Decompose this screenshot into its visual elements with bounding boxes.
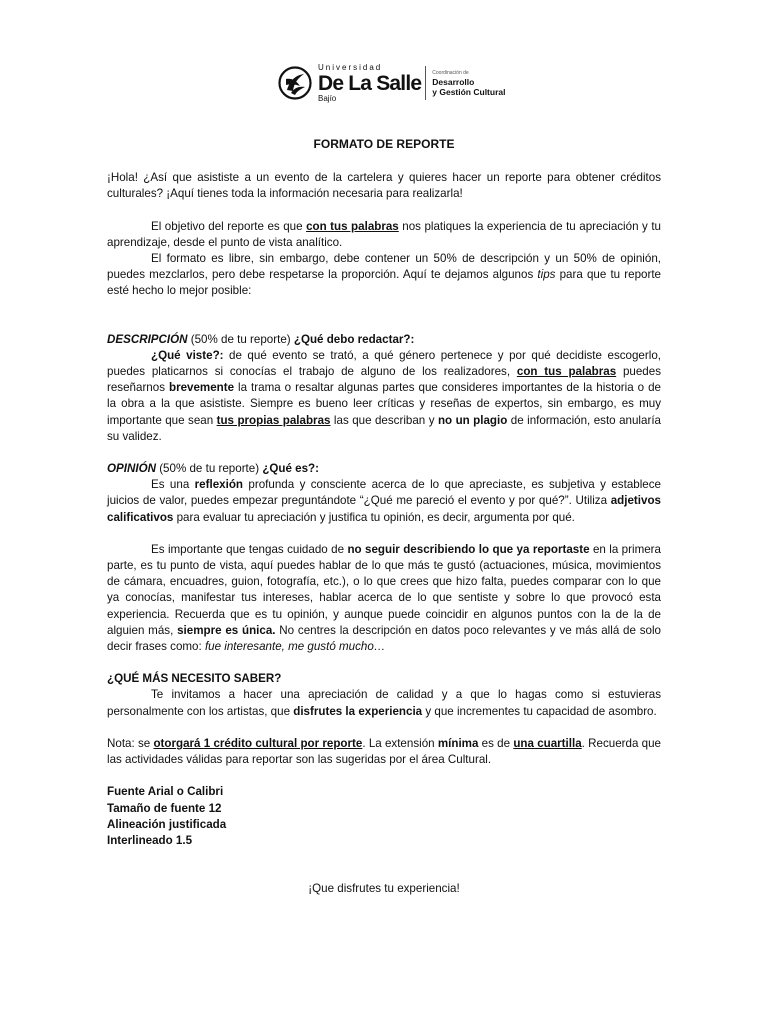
spec-alignment: Alineación justificada (107, 817, 227, 831)
spec-linespacing: Interlineado 1.5 (107, 833, 193, 847)
important-paragraph: Es importante que tengas cuidado de no seguir describiendo lo que ya reportaste en la primera parte, es tu punto de vista, aquí puedes hablar de lo que más te gustó (actuaciones, música, movimientos de cámara, encuadres, guion, fotografía, etc.), o lo que crees que hizo falta, puedes comparar con lo que ya conocías, manifestar tus intereses, hablar acerca de lo que sentiste y sobre lo que provocó esta experiencia. Recuerda que es tu opinión, y aunque puede coincidir en algunos puntos con la de la de alguien más, siempre es única. No centres la descripción en datos poco relevantes y ve más allá de solo decir frases como: fue interesante, me gustó mucho… (107, 542, 661, 654)
note-paragraph: Nota: se otorgará 1 crédito cultural por reporte. La extensión mínima es de una cuartilla. Recuerda que las actividades válidas para reportar son las sugeridas por el área Cultural. (107, 736, 661, 767)
dept-coordinacion: Coordinación de (432, 69, 469, 76)
intro-paragraph: ¡Hola! ¿Así que asististe a un evento de la cartelera y quieres hacer un reporte para obtener créditos culturales? ¡Aquí tienes toda la información necesaria para realizarla! (107, 171, 661, 201)
spec-size: Tamaño de fuente 12 (107, 801, 222, 815)
brand-delasalle: De La Salle (318, 71, 422, 95)
brand-universidad: Universidad (318, 62, 383, 72)
more-heading: ¿QUÉ MÁS NECESITO SABER? (107, 672, 282, 686)
brand-text (318, 64, 421, 103)
description-heading: DESCRIPCIÓN (50% de tu reporte) ¿Qué debo redactar?: (107, 332, 415, 346)
document-body (107, 136, 661, 897)
objective-paragraph: El objetivo del reporte es que con tus palabras nos platiques la experiencia de tu apreciación y tu aprendizaje, desde el punto de vista analítico. (107, 219, 661, 249)
dept-line-1: Desarrollo (432, 76, 475, 87)
closing-line: ¡Que disfrutes tu experiencia! (308, 882, 460, 896)
opinion-heading: OPINIÓN (50% de tu reporte) ¿Qué es?: (107, 462, 320, 476)
format-paragraph: El formato es libre, sin embargo, debe contener un 50% de descripción y un 50% de opinión, puedes mezclarlos, pero debe respetarse la proporción. Aquí te dejamos algunos tips para que tu reporte esté hecho lo mejor posible: (107, 252, 661, 298)
department-name (432, 70, 505, 97)
dept-line-2: y Gestión Cultural (432, 86, 506, 97)
description-paragraph: ¿Qué viste?: de qué evento se trató, a qué género pertenece y por qué decidiste escogerlo, puedes platicarnos si conocías el trabajo de alguno de los realizadores, con tus palabras puedes reseñarnos brevemente la trama o resaltar algunas partes que consideres importantes de la historia o de la obra a la que asististe. Siempre es bueno leer críticas y reseñas de expertos, sin embargo, es muy importante que sean tus propias palabras las que describan y no un plagio de información, esto anularía su validez. (107, 348, 661, 443)
brand-bajio: Bajío (318, 93, 337, 103)
more-paragraph: Te invitamos a hacer una apreciación de calidad y a que lo hagas como si estuvieras personalmente con los artistas, que disfrutes la experiencia y que incrementes tu capacidad de asombro. (107, 688, 661, 718)
spec-font: Fuente Arial o Calibri (107, 785, 224, 799)
logo-divider (425, 66, 426, 100)
document-title: FORMATO DE REPORTE (313, 137, 455, 151)
university-logo-header (278, 60, 518, 106)
lasalle-star-icon (278, 66, 312, 100)
opinion-paragraph: Es una reflexión profunda y consciente acerca de lo que apreciaste, es subjetiva y establece juicios de valor, puedes empezar preguntándote “¿Qué me pareció el evento y por qué?”. Utiliza adjetivos calificativos para evaluar tu apreciación y justifica tu opinión, es decir, argumenta por qué. (107, 478, 661, 524)
